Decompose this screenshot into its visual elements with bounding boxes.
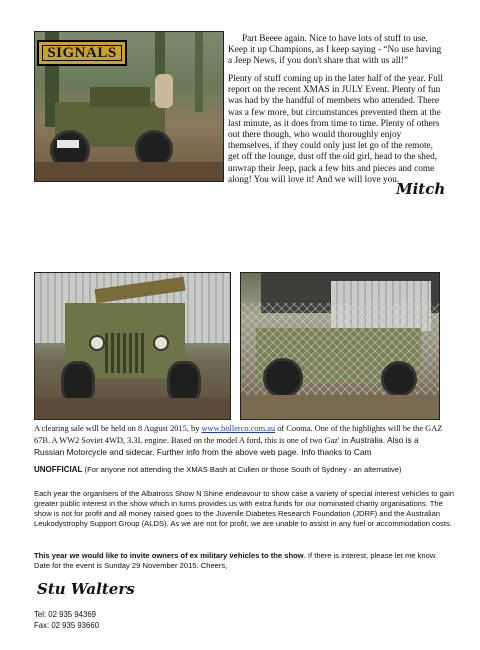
gaz-photo-front (34, 272, 231, 420)
unofficial-line (34, 465, 454, 475)
unofficial-heading: UNOFFICIAL (34, 465, 83, 474)
intro-paragraph-2: Plenty of stuff coming up in the later half of the year. Full report on the recent XMAS in JULY Event. Plenty of fun was had by the handful of members who attended. There was a few more, but circumstances prevented them at the last minute, as it does from time to time. Plenty of others out there though, who would thoroughly enjoy themselves, if they could only just let go of the remote, get off the lounge, dust off the old girl, head to the shed, unwrap their Jeep, pack a few bits and pieces and come along! You will love it! And we will love you. (228, 74, 443, 185)
contact-block (34, 610, 234, 631)
invite-rest-text: . If there is interest, please let me know. Date for the event is Sunday 29 November 2015. Cheers, (34, 551, 438, 570)
signature-stu-walters: Stu Walters (37, 580, 135, 598)
signals-badge (37, 40, 127, 66)
gaz-photo-side (240, 272, 440, 420)
caption-text-1: A clearing sale will be held on 8 August 2015, by (34, 424, 202, 433)
unofficial-note: (For anyone not attending the XMAS Bash at Cullen or those South of Sydney - an alternative) (82, 465, 402, 474)
signature-mitch: Mitch (396, 180, 446, 198)
caption-text-2: of Cooma. One of the highlights will be the GAZ 67B. A WW2 Soviet 4WD, 3.3L engine. Based on the model A ford, this is one of two Gaz' in (34, 424, 443, 445)
intro-paragraph-1: Part Beeee again. Nice to have lots of stuff to use. Keep it up Champions, as I keep saying - “No use having a Jeep News, if you don't share that with us all!” (228, 34, 442, 67)
bollerco-link[interactable]: www.bollerco.com.au (201, 424, 276, 433)
albatross-paragraph: Each year the organisers of the Albatross Show N Shine endeavour to show case a variety of special interest vehicles to gain greater public interest in the show which in turns provides us with extra funds for our nominated charity organisations. The show is not for profit and all money raised goes to the Juvenile Diabetes Research Foundation (JDRF) and the Australian Leukodystrophy Support Group (ALDS). As we are not for profit, we are unable to assist in any fuel or accommodation costs. (34, 489, 454, 528)
invite-paragraph (34, 551, 454, 571)
caption-text-3: Australia. Also is a Russian Motorcycle and sidecar. Further info from the above web page. Info thanks to Cam (34, 434, 419, 457)
invite-bold-text: This year we would like to invite owners of ex military vehicles to the show (34, 551, 304, 560)
signals-badge-label: SIGNALS (47, 45, 117, 61)
contact-tel: Tel: 02 935 94369 (34, 610, 96, 619)
contact-fax: Fax: 02 935 93660 (34, 620, 100, 630)
photo-caption (34, 424, 444, 458)
